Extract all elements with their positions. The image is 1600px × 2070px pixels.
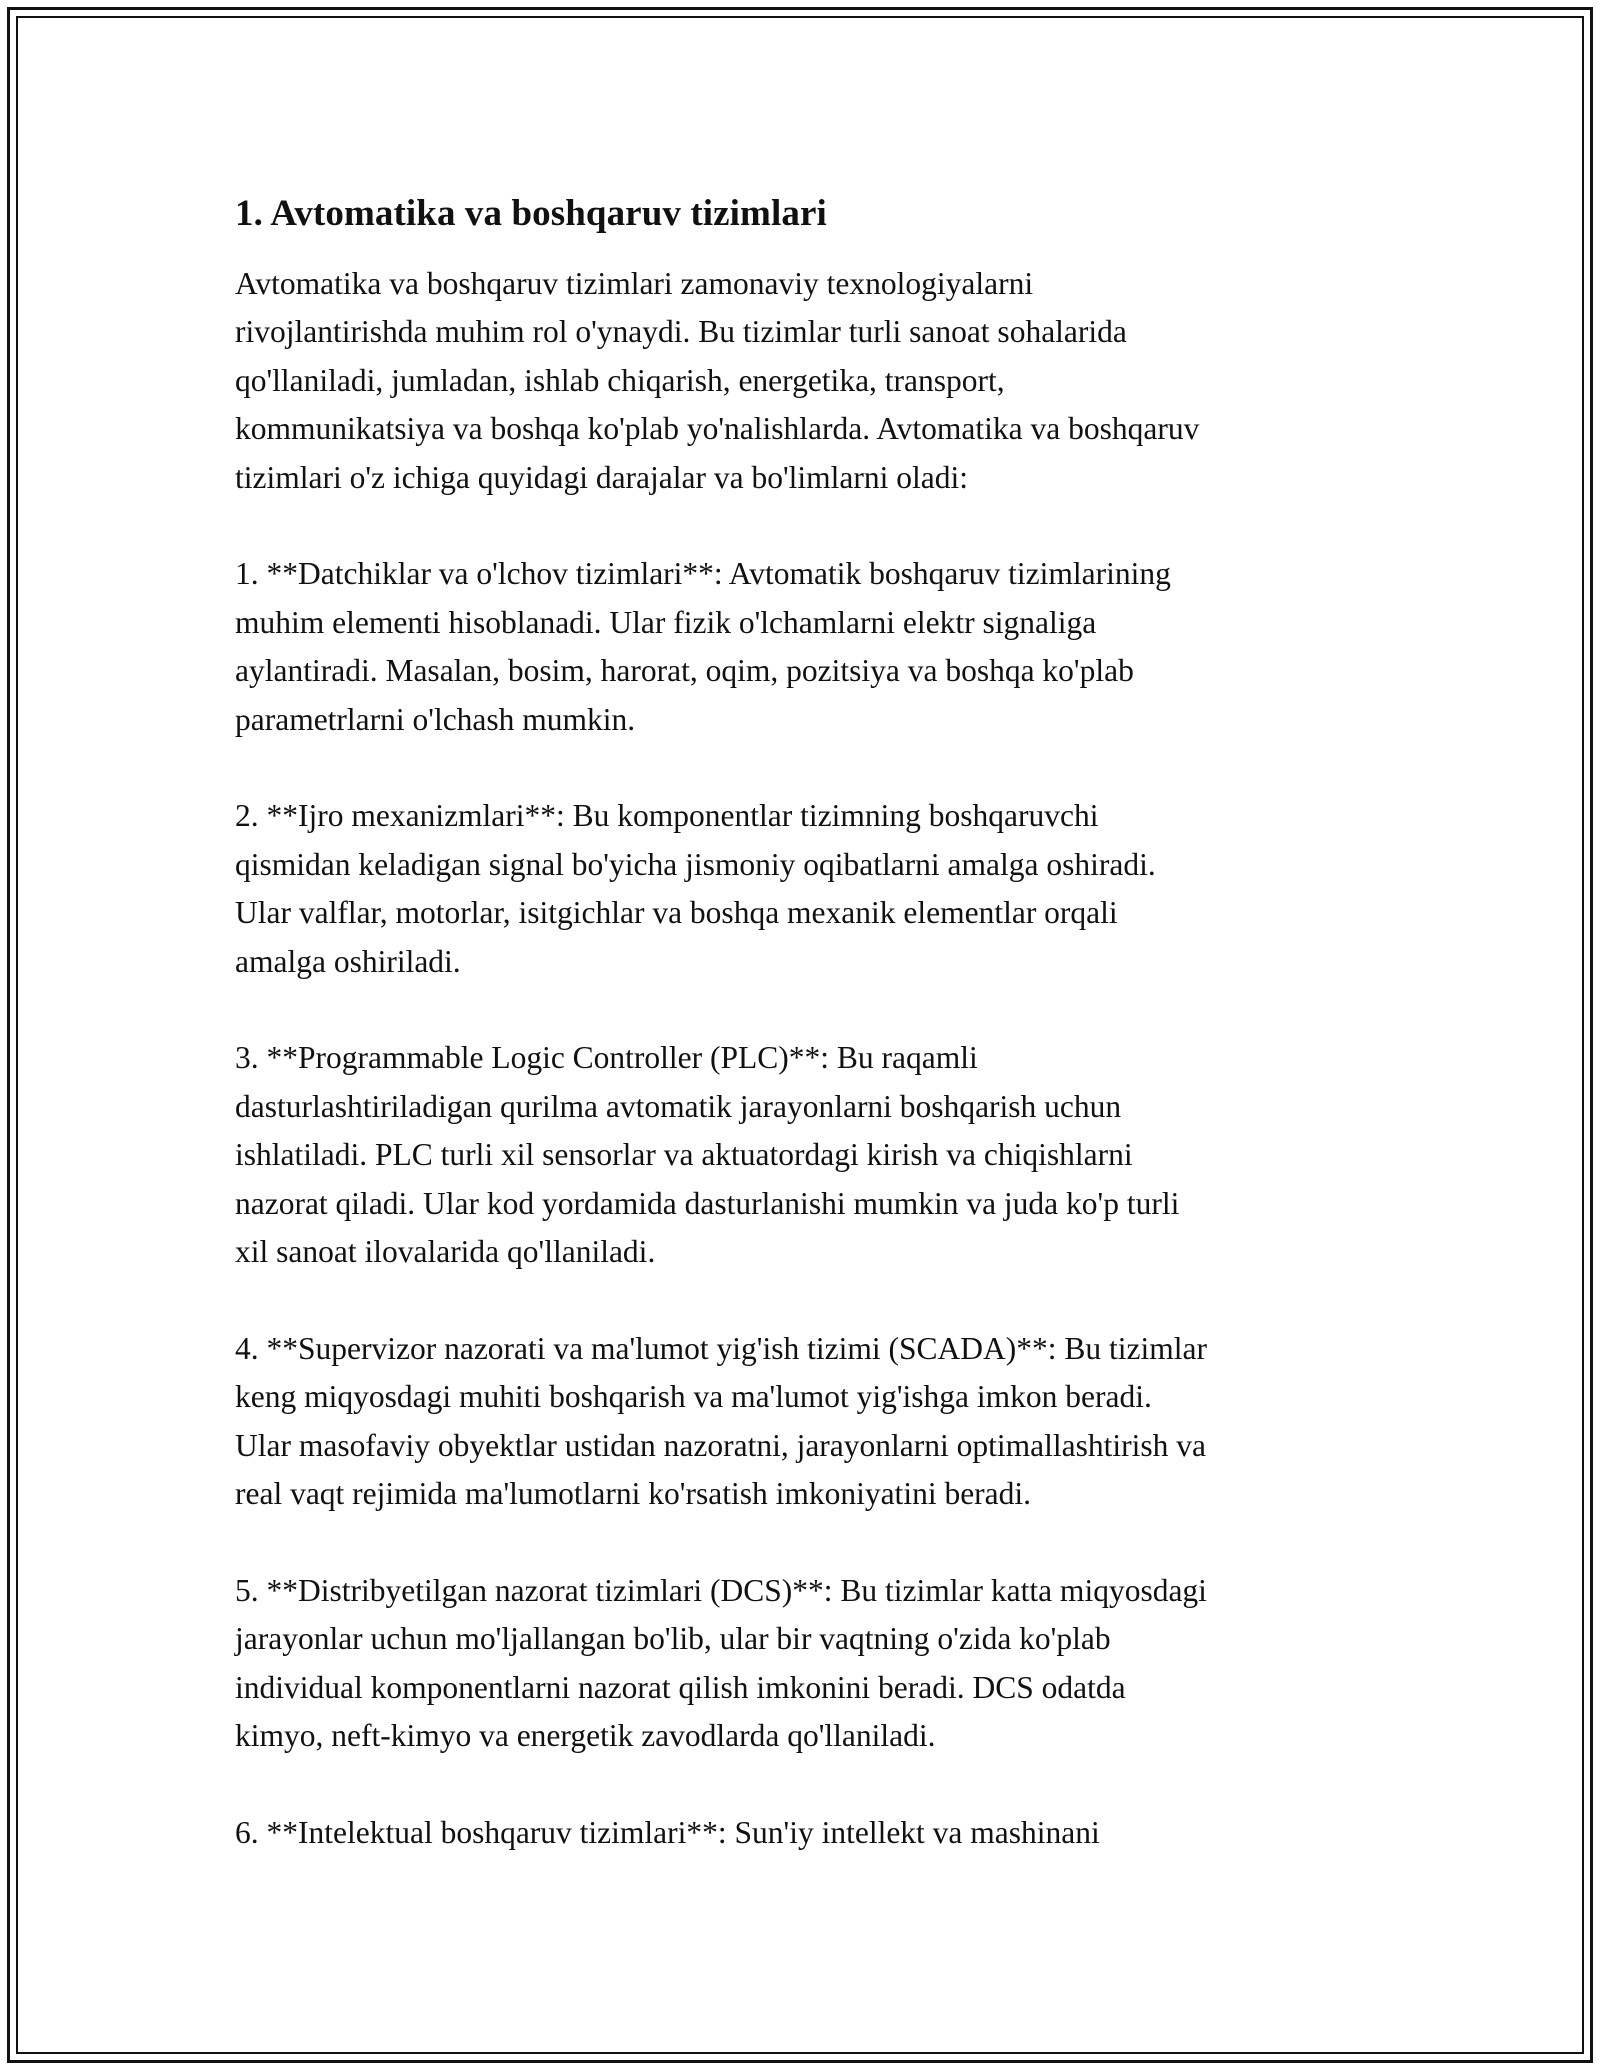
item-sensors-paragraph: 1. **Datchiklar va o'lchov tizimlari**: Avtomatik boshqaruv tizimlarining muhim elementi hisoblanadi. Ular fizik o'lchamlarni elektr signaliga aylantiradi. Masalan, bosim, harorat, oqim, pozitsiya va boshqa ko'plab parametrlarni o'lchash mumkin. <box>235 556 1171 737</box>
item-intelligent-paragraph: 6. **Intelektual boshqaruv tizimlari**: Sun'iy intellekt va mashinani <box>235 1814 1100 1850</box>
intro-paragraph: Avtomatika va boshqaruv tizimlari zamonaviy texnologiyalarni rivojlantirishda muhim rol o'ynaydi. Bu tizimlar turli sanoat sohalarida qo'llaniladi, jumladan, ishlab chiqarish, energetika, transport, kommunikatsiya va boshqa ko'plab yo'nalishlarda. Avtomatika va boshqaruv tizimlari o'z ichiga quyidagi darajalar va bo'limlarni oladi: <box>235 266 1200 495</box>
document-body <box>235 188 1375 1857</box>
item-plc-paragraph: 3. **Programmable Logic Controller (PLC)**: Bu raqamli dasturlashtiriladigan qurilma avtomatik jarayonlarni boshqarish uchun ishlatiladi. PLC turli xil sensorlar va aktuatordagi kirish va chiqishlarni nazorat qiladi. Ular kod yordamida dasturlanishi mumkin va juda ko'p turli xil sanoat ilovalarida qo'llaniladi. <box>235 1040 1180 1270</box>
item-scada-paragraph: 4. **Supervizor nazorati va ma'lumot yig'ish tizimi (SCADA)**: Bu tizimlar keng miqyosdagi muhiti boshqarish va ma'lumot yig'ishga imkon beradi. Ular masofaviy obyektlar ustidan nazoratni, jarayonlarni optimallashtirish va real vaqt rejimida ma'lumotlarni ko'rsatish imkoniyatini beradi. <box>235 1330 1207 1512</box>
item-dcs-paragraph: 5. **Distribyetilgan nazorat tizimlari (DCS)**: Bu tizimlar katta miqyosdagi jarayonlar uchun mo'ljallangan bo'lib, ular bir vaqtning o'zida ko'plab individual komponentlarni nazorat qilish imkonini beradi. DCS odatda kimyo, neft-kimyo va energetik zavodlarda qo'llaniladi. <box>235 1572 1207 1754</box>
item-actuators-paragraph: 2. **Ijro mexanizmlari**: Bu komponentlar tizimning boshqaruvchi qismidan keladigan signal bo'yicha jismoniy oqibatlarni amalga oshiradi. Ular valflar, motorlar, isitgichlar va boshqa mexanik elementlar orqali amalga oshiriladi. <box>235 798 1156 979</box>
document-title: 1. Avtomatika va boshqaruv tizimlari <box>235 193 827 234</box>
